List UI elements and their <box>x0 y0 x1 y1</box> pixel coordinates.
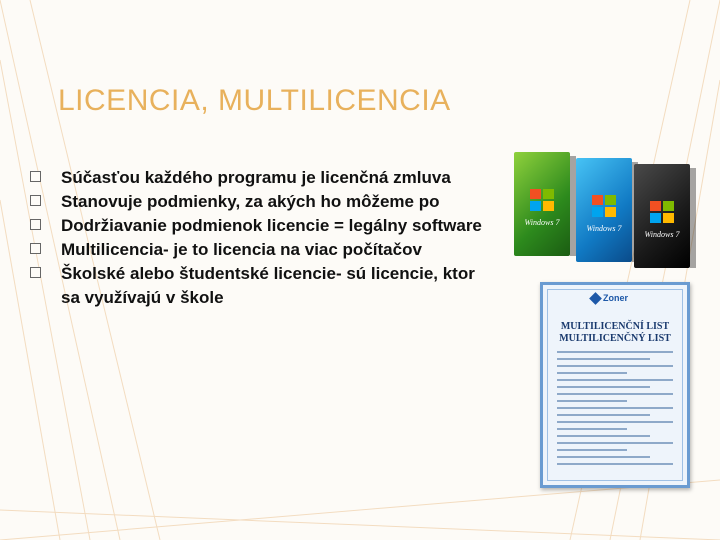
bullet-text: Multilicencia- je to licencia na viac počítačov <box>61 240 422 259</box>
certificate-title-line1: MULTILICENČNÍ LIST <box>560 321 670 332</box>
license-certificate-image <box>540 282 690 488</box>
box-label: Windows 7 <box>524 218 560 227</box>
windows-logo-icon <box>644 194 680 230</box>
bullet-text: Súčasťou každého programu je licenčná zmluva <box>61 168 451 187</box>
software-box <box>514 152 570 256</box>
windows-logo-icon <box>586 188 622 224</box>
certificate-fine-print <box>557 351 673 470</box>
bullet-text: sa využívajú v škole <box>61 288 224 307</box>
bullet-marker-icon <box>30 195 41 206</box>
bullet-text: Školské alebo študentské licencie- sú licencie, ktor <box>61 264 475 283</box>
bullet-marker-icon <box>30 171 41 182</box>
certificate-title-line2: MULTILICENČNÝ LIST <box>559 333 671 344</box>
bullet-text: Stanovuje podmienky, za akých ho môžeme po <box>61 192 440 211</box>
bullet-marker-icon <box>30 219 41 230</box>
certificate-brand: Zoner <box>603 293 629 303</box>
slide-title: LICENCIA, MULTILICENCIA <box>58 84 451 117</box>
bullet-marker-icon <box>30 243 41 254</box>
box-label: Windows 7 <box>644 230 680 239</box>
windows-logo-icon <box>524 182 560 218</box>
bullet-marker-icon <box>30 267 41 278</box>
box-label: Windows 7 <box>586 224 622 233</box>
software-box <box>634 164 690 268</box>
bullet-text: Dodržiavanie podmienok licencie = legálny software <box>61 216 482 235</box>
software-box <box>576 158 632 262</box>
software-boxes-image <box>514 150 690 270</box>
